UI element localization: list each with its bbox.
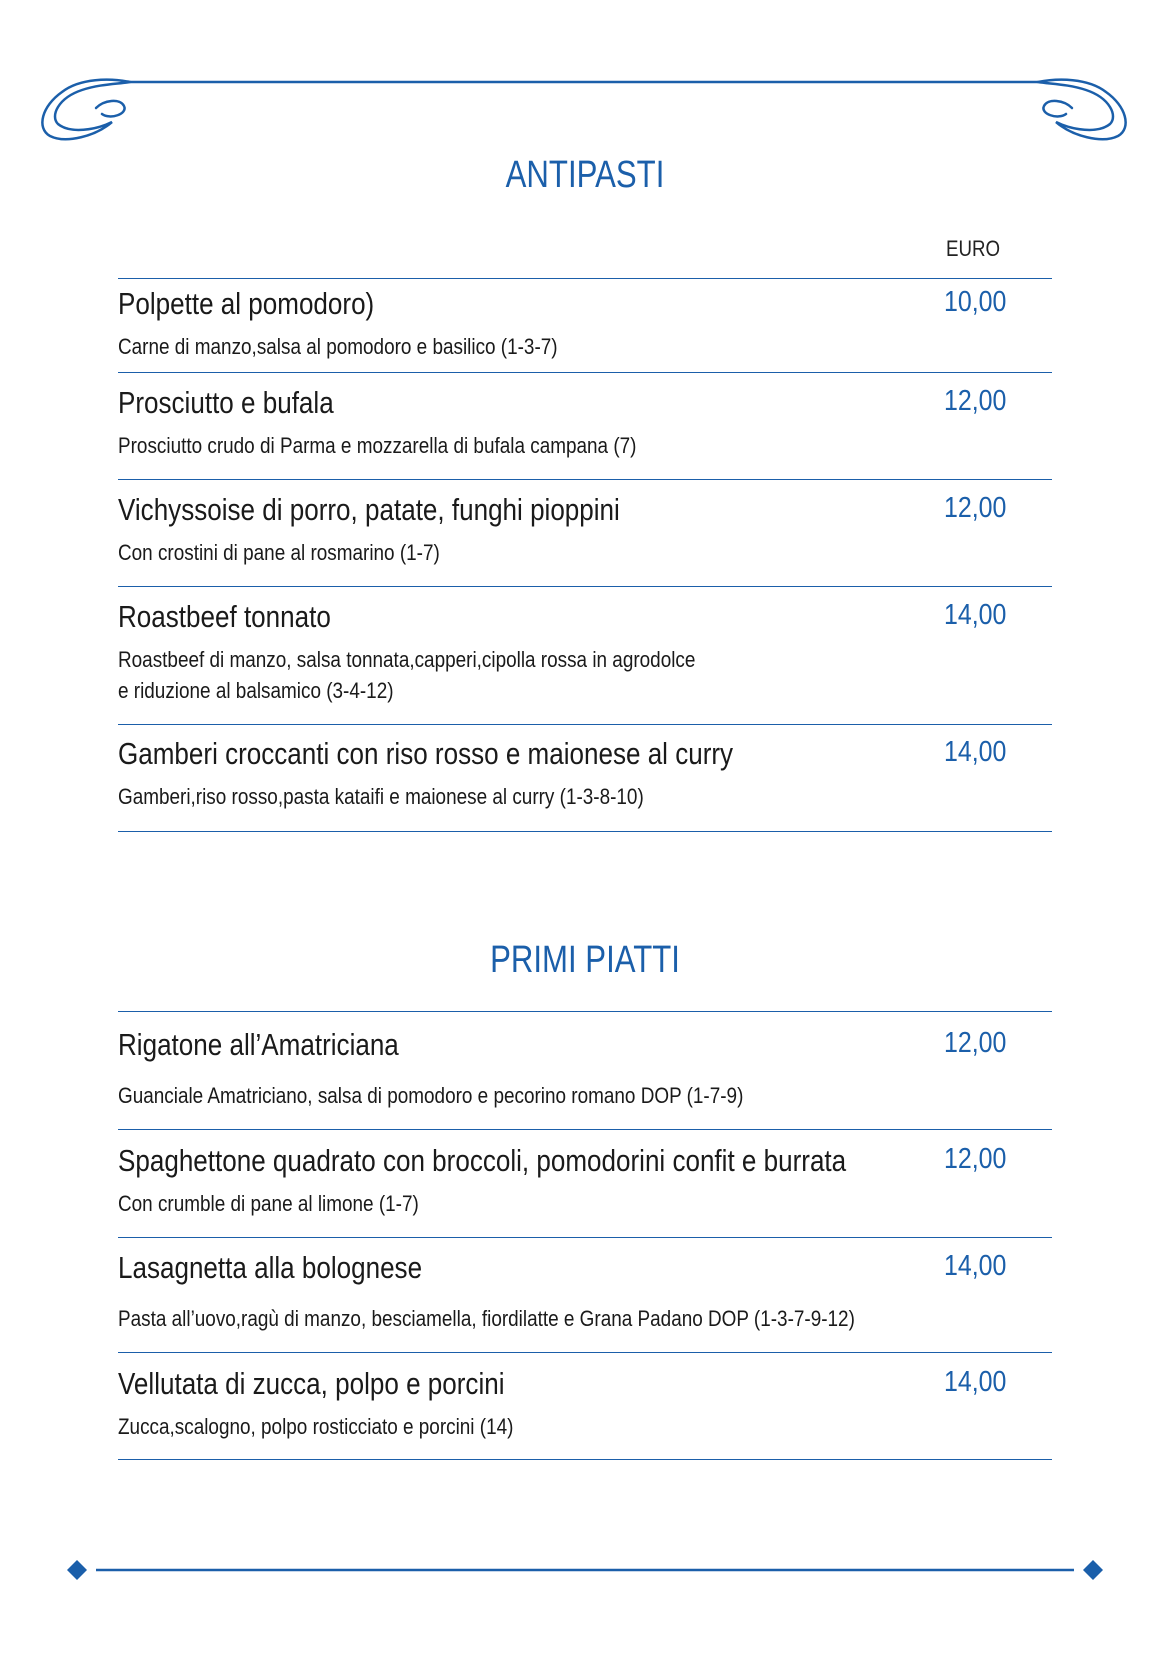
currency-label: EURO bbox=[946, 236, 1001, 261]
item-description: Pasta all’uovo,ragù di manzo, besciamella, fiordilatte e Grana Padano DOP (1-3-7-9-12) bbox=[118, 1306, 855, 1331]
divider bbox=[118, 586, 1052, 587]
item-name: Roastbeef tonnato bbox=[118, 599, 331, 634]
item-price: 14,00 bbox=[944, 1366, 1007, 1398]
divider bbox=[118, 1011, 1052, 1012]
item-price: 12,00 bbox=[944, 385, 1007, 417]
primi-title: PRIMI PIATTI bbox=[490, 939, 680, 981]
item-price: 12,00 bbox=[944, 1027, 1007, 1059]
item-name: Vichyssoise di porro, patate, funghi pioppini bbox=[118, 492, 620, 527]
item-name: Spaghettone quadrato con broccoli, pomodorini confit e burrata bbox=[118, 1143, 847, 1178]
item-price: 14,00 bbox=[944, 1250, 1007, 1282]
item-description: Con crumble di pane al limone (1-7) bbox=[118, 1191, 419, 1216]
divider bbox=[118, 831, 1052, 832]
item-description: Prosciutto crudo di Parma e mozzarella di bufala campana (7) bbox=[118, 433, 637, 458]
item-name: Prosciutto e bufala bbox=[118, 385, 334, 420]
divider bbox=[118, 479, 1052, 480]
item-description-line2: e riduzione al balsamico (3-4-12) bbox=[118, 678, 394, 703]
item-description: Gamberi,riso rosso,pasta kataifi e maionese al curry (1-3-8-10) bbox=[118, 784, 644, 809]
item-description: Carne di manzo,salsa al pomodoro e basilico (1-3-7) bbox=[118, 334, 558, 359]
divider bbox=[118, 372, 1052, 373]
item-description: Guanciale Amatriciano, salsa di pomodoro e pecorino romano DOP (1-7-9) bbox=[118, 1083, 744, 1108]
item-price: 12,00 bbox=[944, 1143, 1007, 1175]
item-price: 14,00 bbox=[944, 736, 1007, 768]
top-flourish-border bbox=[0, 0, 1170, 170]
diamond-icon bbox=[67, 1560, 87, 1580]
item-name: Polpette al pomodoro) bbox=[118, 286, 375, 321]
divider bbox=[118, 1129, 1052, 1130]
divider bbox=[118, 278, 1052, 279]
divider bbox=[118, 1237, 1052, 1238]
item-name: Lasagnetta alla bolognese bbox=[118, 1250, 423, 1285]
item-name: Vellutata di zucca, polpo e porcini bbox=[118, 1366, 505, 1401]
item-price: 10,00 bbox=[944, 286, 1007, 318]
item-description: Con crostini di pane al rosmarino (1-7) bbox=[118, 540, 440, 565]
item-name: Rigatone all’Amatriciana bbox=[118, 1027, 399, 1062]
bottom-border bbox=[0, 1540, 1170, 1600]
divider bbox=[118, 1352, 1052, 1353]
item-description: Zucca,scalogno, polpo rosticciato e porcini (14) bbox=[118, 1414, 514, 1439]
item-description: Roastbeef di manzo, salsa tonnata,capperi,cipolla rossa in agrodolce bbox=[118, 647, 696, 672]
divider bbox=[118, 1459, 1052, 1460]
antipasti-title: ANTIPASTI bbox=[505, 154, 665, 196]
item-price: 14,00 bbox=[944, 599, 1007, 631]
diamond-icon bbox=[1083, 1560, 1103, 1580]
item-price: 12,00 bbox=[944, 492, 1007, 524]
item-name: Gamberi croccanti con riso rosso e maionese al curry bbox=[118, 736, 734, 771]
divider bbox=[118, 724, 1052, 725]
